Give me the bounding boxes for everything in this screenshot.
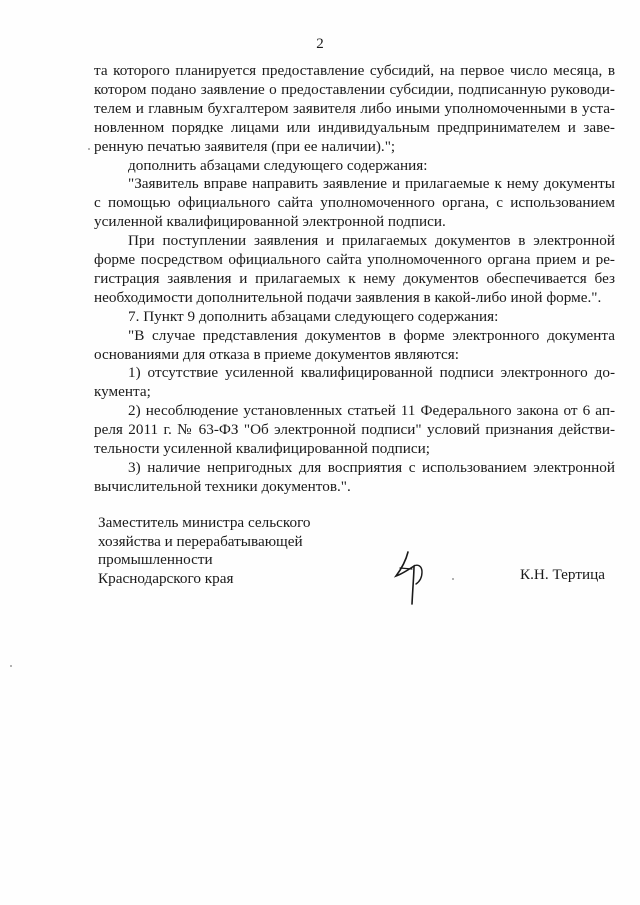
body-line: телем и главным бухгалтером заявителя либо иными уполномоченными в уста-: [94, 99, 615, 117]
body-line: При поступлении заявления и прилагаемых документов в электронной: [128, 232, 615, 250]
body-line: дополнить абзацами следующего содержания:: [128, 156, 428, 174]
body-line: 3) наличие непригодных для восприятия с использованием электронной: [128, 458, 615, 476]
handwritten-signature: [392, 548, 436, 608]
body-line: "Заявитель вправе направить заявление и прилагаемые к нему документы: [128, 175, 615, 193]
body-line: котором подано заявление о предоставлении субсидии, подписанную руководи-: [94, 80, 615, 98]
body-line: 7. Пункт 9 дополнить абзацами следующего содержания:: [128, 307, 499, 325]
signatory-position-line: Заместитель министра сельского: [98, 514, 311, 531]
body-line: новленном порядке лицами или индивидуальным предпринимателем и заве-: [94, 118, 615, 136]
signatory-position-line: хозяйства и перерабатывающей: [98, 532, 303, 550]
scan-speck: [10, 665, 12, 667]
scan-speck: [452, 578, 454, 580]
body-line: усиленной квалифицированной электронной подписи.: [94, 213, 446, 231]
signatory-position-line: промышленности: [98, 551, 213, 568]
page-number: 2: [316, 36, 324, 52]
body-line: тельности усиленной квалифицированной подписи;: [94, 440, 431, 457]
signatory-name: К.Н. Тертица: [520, 566, 605, 583]
signatory-position-line: Краснодарского края: [98, 569, 234, 587]
body-line: та которого планируется предоставление субсидий, на первое число месяца, в: [94, 62, 615, 79]
body-line: реля 2011 г. № 63-ФЗ "Об электронной подписи" условий признания действи-: [94, 421, 615, 439]
scan-speck: [88, 148, 90, 150]
body-line: форме посредством официального сайта уполномоченного органа прием и ре-: [94, 251, 615, 268]
body-line: кумента;: [94, 383, 151, 401]
body-line: 1) отсутствие усиленной квалифицированной подписи электронного до-: [128, 364, 615, 382]
body-line: необходимости дополнительной подачи заявления в какой-либо иной форме.".: [94, 288, 602, 306]
body-line: ренную печатью заявителя (при ее наличии).";: [94, 137, 396, 155]
body-line: "В случае представления документов в форме электронного документа: [128, 326, 615, 344]
body-line: вычислительной техники документов.".: [94, 477, 351, 495]
body-line: гистрация заявления и прилагаемых к нему документов обеспечивается без: [94, 269, 615, 287]
body-line: с помощью официального сайта уполномоченного органа, с использованием: [94, 194, 615, 212]
body-line: 2) несоблюдение установленных статьей 11 Федерального закона от 6 ап-: [128, 402, 615, 420]
body-line: основаниями для отказа в приеме документов являются:: [94, 345, 459, 363]
